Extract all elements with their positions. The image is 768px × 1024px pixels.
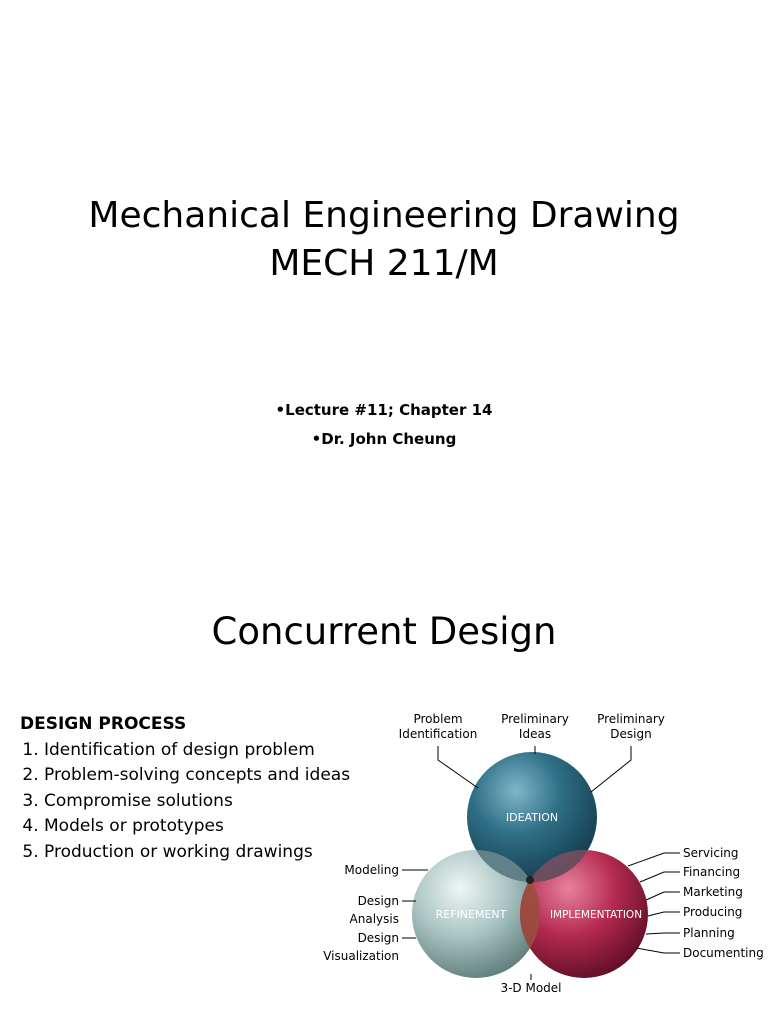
slide-title xyxy=(0,192,768,288)
top-label-line: Preliminary xyxy=(597,712,665,726)
left-label: Analysis xyxy=(349,912,399,926)
right-label: Servicing xyxy=(683,846,739,860)
implementation-label: IMPLEMENTATION xyxy=(549,909,643,921)
title-slide xyxy=(0,0,768,510)
lecture-bullet: •Lecture #11; Chapter 14 xyxy=(275,401,493,419)
process-step: 4. Models or prototypes xyxy=(44,814,350,840)
left-label: Modeling xyxy=(344,863,399,877)
ideation-label: IDEATION xyxy=(505,811,559,824)
concurrent-design-venn-diagram xyxy=(0,570,768,1024)
top-label-line: Problem xyxy=(413,712,463,726)
left-label: Visualization xyxy=(323,949,399,963)
author-bullet: •Dr. John Cheung xyxy=(311,430,457,448)
process-step: 1. Identification of design problem xyxy=(44,738,350,764)
right-label: Planning xyxy=(683,926,735,940)
top-label-line: Preliminary xyxy=(501,712,569,726)
right-label: Marketing xyxy=(683,885,743,899)
title-line-2: MECH 211/M xyxy=(269,243,499,284)
left-label: Design xyxy=(357,894,399,908)
center-point xyxy=(526,876,534,884)
process-step: 3. Compromise solutions xyxy=(44,789,350,815)
refinement-label: REFINEMENT xyxy=(435,908,507,921)
right-label: Financing xyxy=(683,865,741,879)
concurrent-design-slide xyxy=(0,570,768,1024)
slide-subtitle xyxy=(0,396,768,454)
process-heading: DESIGN PROCESS xyxy=(20,714,187,734)
process-step: 2. Problem-solving concepts and ideas xyxy=(44,763,350,789)
title-line-1: Mechanical Engineering Drawing xyxy=(88,195,680,236)
process-step: 5. Production or working drawings xyxy=(44,840,350,866)
slide-title: Concurrent Design xyxy=(211,610,557,653)
top-label-line: Identification xyxy=(398,727,478,741)
bottom-label: 3-D Model xyxy=(500,981,562,995)
top-label-line: Ideas xyxy=(518,727,552,741)
top-label-line: Design xyxy=(610,727,652,741)
right-label: Documenting xyxy=(683,946,764,960)
right-label: Producing xyxy=(683,905,743,919)
left-label: Design xyxy=(357,931,399,945)
